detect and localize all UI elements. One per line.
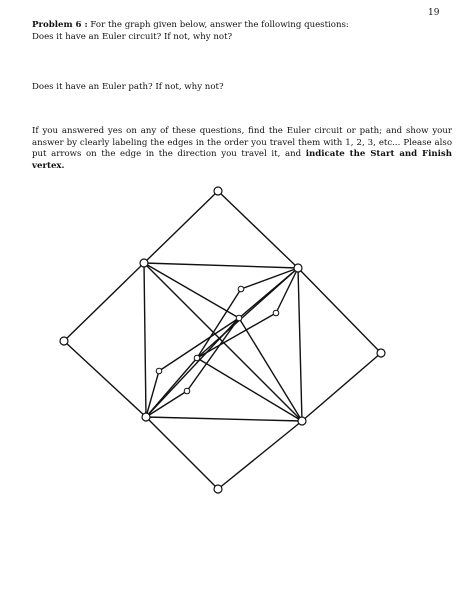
- problem-label: Problem 6 :: [32, 20, 88, 30]
- graph-edges: [64, 191, 381, 489]
- edge-top-tr: [218, 191, 298, 268]
- edge-tl-tr: [144, 263, 298, 268]
- vertex-br: [298, 417, 306, 425]
- vertex-bottom: [214, 485, 222, 493]
- edge-top-tl: [144, 191, 218, 263]
- edge-bottom-br: [218, 421, 302, 489]
- edge-c1-q1: [159, 318, 239, 371]
- edge-left-bl: [64, 341, 146, 417]
- vertex-tr: [294, 264, 302, 272]
- page-number: 19: [428, 8, 440, 18]
- vertex-c1: [236, 315, 242, 321]
- vertex-p1: [238, 286, 244, 292]
- instructions-bold: indicate the Start and Finish vertex.: [32, 149, 452, 171]
- edge-c1-q2: [187, 318, 239, 391]
- vertex-bl: [142, 413, 150, 421]
- edge-bottom-bl: [146, 417, 218, 489]
- vertex-right: [377, 349, 385, 357]
- edge-left-tl: [64, 263, 144, 341]
- vertex-top: [214, 187, 222, 195]
- edge-tr-br: [298, 268, 302, 421]
- question-euler-path: Does it have an Euler path? If not, why not?: [32, 82, 224, 92]
- vertex-p2: [273, 310, 279, 316]
- edge-right-tr: [298, 268, 381, 353]
- edge-right-br: [302, 353, 381, 421]
- vertex-tl: [140, 259, 148, 267]
- edge-tl-br: [144, 263, 302, 421]
- edge-bl-tl: [144, 263, 146, 417]
- vertex-q2: [184, 388, 190, 394]
- vertex-q1: [156, 368, 162, 374]
- edge-br-bl: [146, 417, 302, 421]
- edge-c1-br: [239, 318, 302, 421]
- vertex-left: [60, 337, 68, 345]
- edge-c2-br: [197, 358, 302, 421]
- vertex-c2: [194, 355, 200, 361]
- problem-intro: For the graph given below, answer the following questions:: [87, 20, 349, 30]
- instructions-text: If you answered yes on any of these questions, find the Euler circuit or path; and show your answer by clearly labeling the edges in the order you travel them with 1, 2, 3, etc... Please also put arrows on the edge in the direction you travel it, and: [32, 126, 452, 159]
- edge-tr-c2: [197, 268, 298, 358]
- question-euler-circuit: Does it have an Euler circuit? If not, why not?: [32, 31, 233, 42]
